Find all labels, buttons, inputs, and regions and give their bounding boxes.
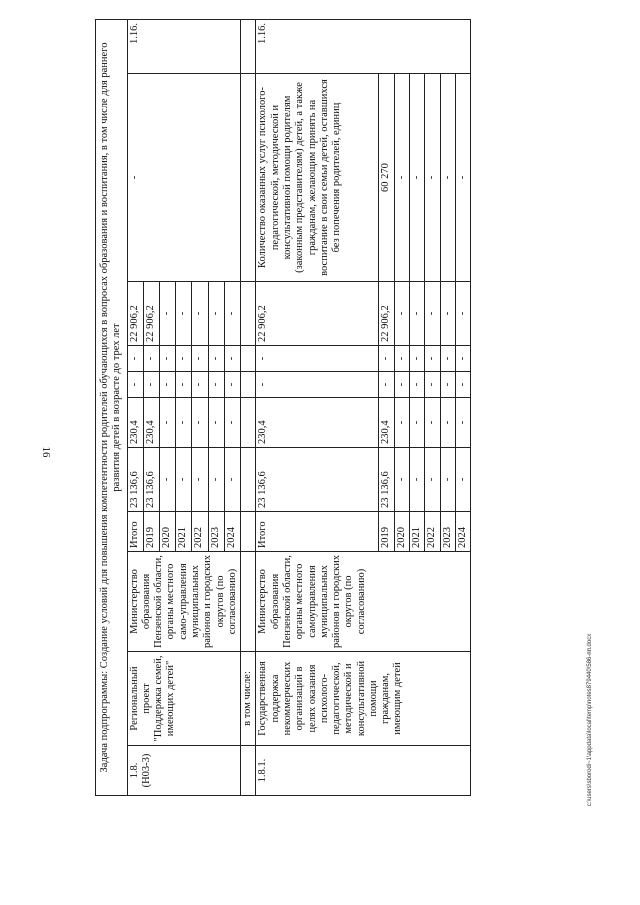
value-cell: 230,4 (379, 398, 394, 448)
task-header: Задача подпрограммы: Создание условий для повышения компетентности родителей обучающихся в вопросах образования и воспитания, в том числе для раннего развития детей в возрасте до трех лет (96, 19, 128, 795)
value-cell: - (256, 346, 379, 372)
value-cell: 230,4 (256, 398, 379, 448)
value-cell: - (176, 282, 192, 346)
value-cell: - (224, 372, 240, 398)
value-cell: - (192, 448, 208, 512)
value-cell: - (394, 448, 409, 512)
value-cell: - (425, 346, 440, 372)
value-cell: - (208, 372, 224, 398)
value-cell: 22 906,2 (143, 282, 159, 346)
blank-cell (241, 282, 256, 346)
value-cell: - (160, 448, 176, 512)
value-cell: - (176, 372, 192, 398)
year-cell: 2019 (143, 512, 159, 552)
blank-cell (241, 398, 256, 448)
blank-cell (241, 346, 256, 372)
value-cell: - (379, 346, 394, 372)
value-cell: - (425, 448, 440, 512)
value-cell: - (394, 346, 409, 372)
value-cell: - (208, 282, 224, 346)
blank-cell (241, 372, 256, 398)
value-cell: - (160, 282, 176, 346)
indicator-value-cell: - (409, 74, 424, 282)
value-cell: - (256, 372, 379, 398)
value-cell: - (143, 372, 159, 398)
value-cell: - (409, 282, 424, 346)
value-cell: - (379, 372, 394, 398)
value-cell: - (160, 346, 176, 372)
page-number: 16 (40, 446, 52, 458)
project-name: Региональный проект "Поддержка семей, имеющих детей" (127, 652, 241, 746)
measure-executor: Министерство образования Пензенской области, органы местного самоуправления муниципальных районов и городских округов (по согласованию) (256, 552, 471, 652)
value-cell: - (455, 448, 470, 512)
value-cell: 23 136,6 (256, 448, 379, 512)
value-cell: - (440, 282, 455, 346)
value-cell: - (425, 282, 440, 346)
value-cell: - (176, 398, 192, 448)
value-cell: - (160, 398, 176, 448)
value-cell: - (192, 346, 208, 372)
value-cell: - (425, 398, 440, 448)
value-cell: - (192, 398, 208, 448)
table-row (241, 19, 256, 795)
footer-file-path: c:\users\sborodi~1\appdata\local\temp\notes879440\586-пп.docx (587, 633, 593, 807)
rotated-table-frame (95, 20, 515, 796)
year-cell: 2021 (409, 512, 424, 552)
blank-cell (241, 74, 256, 282)
value-cell: - (208, 448, 224, 512)
value-cell: - (394, 372, 409, 398)
value-cell: - (224, 282, 240, 346)
value-cell: 22 906,2 (127, 282, 143, 346)
value-cell: - (208, 346, 224, 372)
value-cell: - (224, 448, 240, 512)
year-cell: 2021 (176, 512, 192, 552)
indicator-value-cell: - (440, 74, 455, 282)
blank-cell (241, 552, 256, 652)
value-cell: - (455, 372, 470, 398)
blank-cell (241, 19, 256, 73)
indicator-value-cell: - (394, 74, 409, 282)
year-cell: 2024 (455, 512, 470, 552)
year-cell: 2022 (425, 512, 440, 552)
including-label: в том числе: (241, 652, 256, 746)
blank-cell (241, 512, 256, 552)
measure-code: 1.8.1. (256, 746, 471, 796)
indicator-value-cell: - (425, 74, 440, 282)
value-cell: 22 906,2 (256, 282, 379, 346)
value-cell: - (440, 448, 455, 512)
task-header-row (96, 19, 128, 795)
value-cell: - (127, 372, 143, 398)
value-cell: - (455, 282, 470, 346)
value-cell: - (394, 282, 409, 346)
landscape-page (95, 20, 515, 796)
value-cell: - (409, 372, 424, 398)
value-cell: - (394, 398, 409, 448)
indicator-value-cell: 60 270 (379, 74, 394, 282)
year-cell: 2020 (160, 512, 176, 552)
measure-name: Государственная поддержка некоммерческих организаций в целях оказания психолого-педагогической, методической и консультативной помощи гражданам, имеющим детей (256, 652, 471, 746)
year-cell: 2019 (379, 512, 394, 552)
value-cell: - (440, 372, 455, 398)
measure-indicator: Количество оказанных услуг психолого-педагогической, методической и консультативной помощи родителям (законным представителям) детей, а также гражданам, желающим принять на воспитание в свои семьи детей, оставшихся без попечения родителей, единиц (256, 74, 379, 282)
value-cell: - (192, 282, 208, 346)
value-cell: - (176, 346, 192, 372)
program-table (95, 19, 471, 796)
value-cell: - (127, 346, 143, 372)
value-cell: - (224, 346, 240, 372)
value-cell: - (143, 346, 159, 372)
value-cell: - (192, 372, 208, 398)
value-cell: - (440, 398, 455, 448)
year-cell: 2020 (394, 512, 409, 552)
value-cell: 22 906,2 (379, 282, 394, 346)
value-cell: - (409, 346, 424, 372)
value-cell: 23 136,6 (379, 448, 394, 512)
value-cell: - (176, 448, 192, 512)
blank-cell (241, 746, 256, 796)
project-indicator: - (127, 74, 241, 282)
value-cell: - (160, 372, 176, 398)
year-cell: 2023 (440, 512, 455, 552)
year-cell: Итого (256, 512, 379, 552)
value-cell: 230,4 (127, 398, 143, 448)
value-cell: 23 136,6 (143, 448, 159, 512)
year-cell: Итого (127, 512, 143, 552)
measure-ref: 1.16. (256, 19, 471, 73)
value-cell: - (425, 372, 440, 398)
project-executor: Министерство образования Пензенской области, органы местного само-управления муниципальных районов и городских округов (по согласованию) (127, 552, 241, 652)
project-code: 1.8. (Н03-3) (127, 746, 241, 796)
year-cell: 2022 (192, 512, 208, 552)
value-cell: - (440, 346, 455, 372)
year-cell: 2024 (224, 512, 240, 552)
blank-cell (241, 448, 256, 512)
value-cell: - (409, 398, 424, 448)
value-cell: - (455, 346, 470, 372)
value-cell: - (224, 398, 240, 448)
value-cell: 230,4 (143, 398, 159, 448)
value-cell: - (455, 398, 470, 448)
table-row (256, 19, 379, 795)
table-row (127, 19, 143, 795)
indicator-value-cell: - (455, 74, 470, 282)
value-cell: 23 136,6 (127, 448, 143, 512)
value-cell: - (409, 448, 424, 512)
year-cell: 2023 (208, 512, 224, 552)
value-cell: - (208, 398, 224, 448)
project-ref: 1.16. (127, 19, 241, 73)
